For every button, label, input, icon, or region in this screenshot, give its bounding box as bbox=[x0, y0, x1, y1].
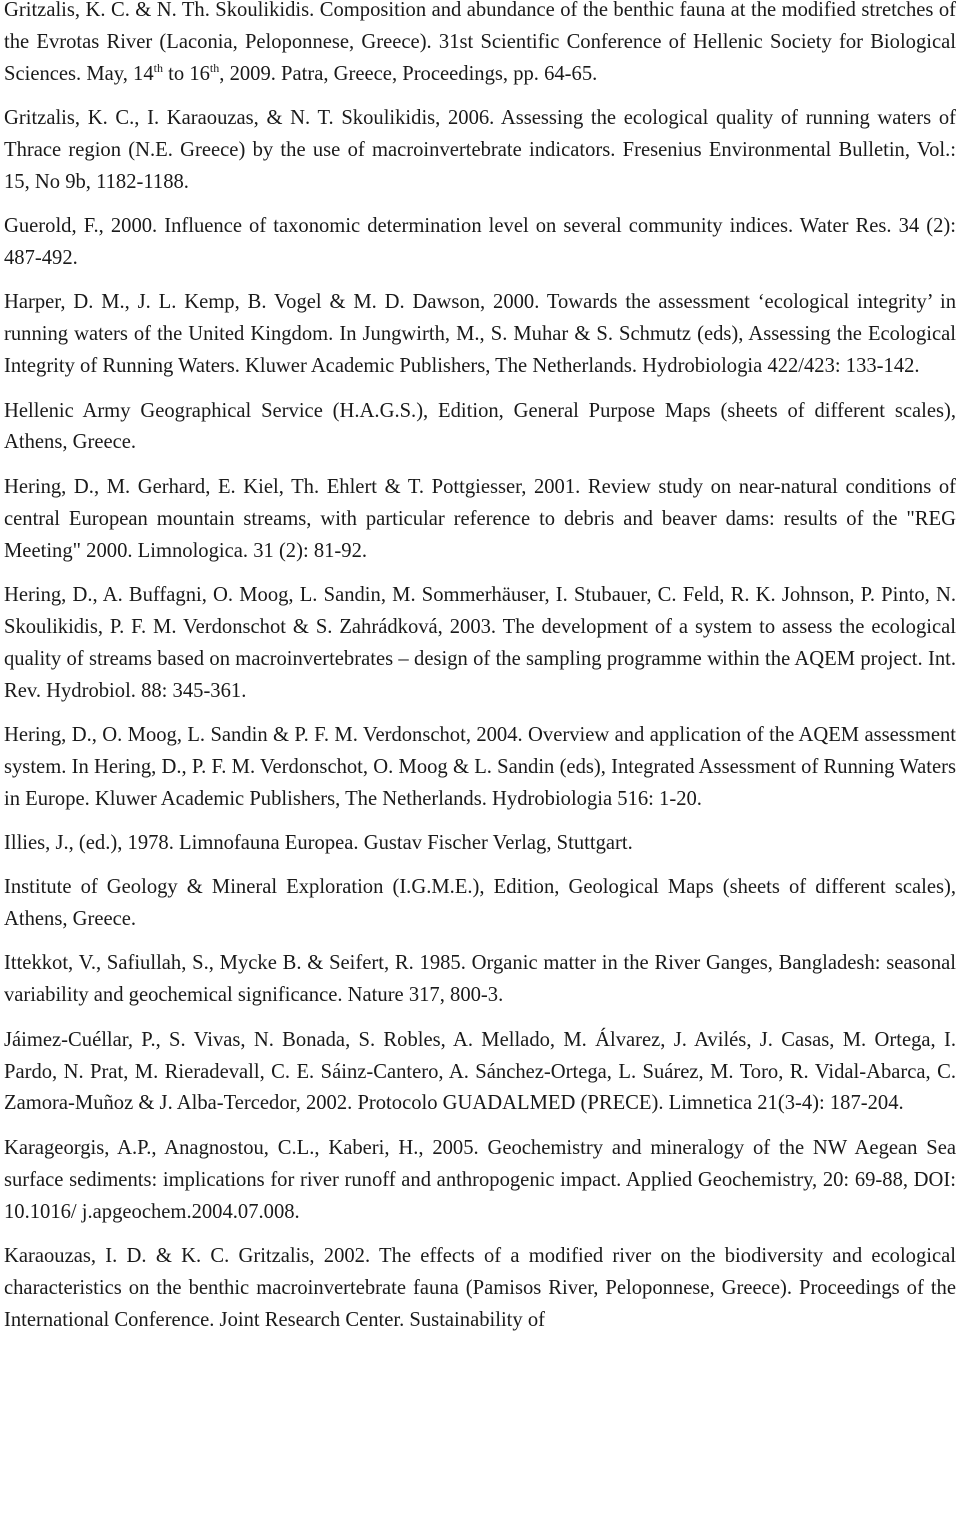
reference-entry: Hellenic Army Geographical Service (H.A.G.S.), Edition, General Purpose Maps (sheets of different scales), Athens, Greece. bbox=[4, 399, 956, 454]
reference-list bbox=[4, 0, 956, 1349]
reference-entry: Hering, D., A. Buffagni, O. Moog, L. Sandin, M. Sommerhäuser, I. Stubauer, C. Feld, R. K. Johnson, P. Pinto, N. Skoulikidis, P. F. M. Verdonschot & S. Zahrádková, 2003. The development of a system to assess the ecological quality of streams based on macroinvertebrates – design of the sampling programme within the AQEM project. Int. Rev. Hydrobiol. 88: 345-361. bbox=[4, 583, 956, 702]
reference-entry: Ittekkot, V., Safiullah, S., Mycke B. & Seifert, R. 1985. Organic matter in the River Ganges, Bangladesh: seasonal variability and geochemical significance. Nature 317, 800-3. bbox=[4, 952, 956, 1007]
reference-entry: Harper, D. M., J. L. Kemp, B. Vogel & M. D. Dawson, 2000. Towards the assessment ‘ecological integrity’ in running waters of the United Kingdom. In Jungwirth, M., S. Muhar & S. Schmutz (eds), Assessing the Ecological Integrity of Running Waters. Kluwer Academic Publishers, The Netherlands. Hydrobiologia 422/423: 133-142. bbox=[4, 291, 956, 378]
reference-entry: Karaouzas, I. D. & K. C. Gritzalis, 2002. The effects of a modified river on the biodiversity and ecological characteristics on the benthic macroinvertebrate fauna (Pamisos River, Peloponnese, Greece). Proceedings of the International Conference. Joint Research Center. Sustainability of bbox=[4, 1244, 956, 1331]
reference-entry: Guerold, F., 2000. Influence of taxonomic determination level on several community indices. Water Res. 34 (2): 487-492. bbox=[4, 215, 956, 270]
reference-entry: Gritzalis, K. C., I. Karaouzas, & N. T. Skoulikidis, 2006. Assessing the ecological quality of running waters of Thrace region (N.E. Greece) by the use of macroinvertebrate indicators. Fresenius Environmental Bulletin, Vol.: 15, No 9b, 1182-1188. bbox=[4, 107, 956, 193]
reference-entry: Gritzalis, K. C. & N. Th. Skoulikidis. Composition and abundance of the benthic fauna at the modified stretches of the Evrotas River (Laconia, Peloponnese, Greece). 31st Scientific Conference of Hellenic Society for Biological Sciences. May, 14th to 16th, 2009. Patra, Greece, Proceedings, pp. 64-65. bbox=[4, 0, 956, 85]
reference-entry: Hering, D., M. Gerhard, E. Kiel, Th. Ehlert & T. Pottgiesser, 2001. Review study on near-natural conditions of central European mountain streams, with particular reference to debris and beaver dams: results of the "REG Meeting" 2000. Limnologica. 31 (2): 81-92. bbox=[4, 475, 956, 562]
reference-entry: Illies, J., (ed.), 1978. Limnofauna Europea. Gustav Fischer Verlag, Stuttgart. bbox=[4, 831, 633, 854]
reference-entry: Jáimez-Cuéllar, P., S. Vivas, N. Bonada, S. Robles, A. Mellado, M. Álvarez, J. Avilés, J. Casas, M. Ortega, I. Pardo, N. Prat, M. Rieradevall, C. E. Sáinz-Cantero, A. Sánchez-Ortega, L. Suárez, M. Toro, R. Vidal-Abarca, C. Zamora-Muñoz & J. Alba-Tercedor, 2002. Protocolo GUADALMED (PRECE). Limnetica 21(3-4): 187-204. bbox=[4, 1028, 956, 1115]
reference-entry: Hering, D., O. Moog, L. Sandin & P. F. M. Verdonschot, 2004. Overview and application of the AQEM assessment system. In Hering, D., P. F. M. Verdonschot, O. Moog & L. Sandin (eds), Integrated Assessment of Running Waters in Europe. Kluwer Academic Publishers, The Netherlands. Hydrobiologia 516: 1-20. bbox=[4, 723, 956, 810]
reference-entry: Karageorgis, A.P., Anagnostou, C.L., Kaberi, H., 2005. Geochemistry and mineralogy of the NW Aegean Sea surface sediments: implications for river runoff and anthropogenic impact. Applied Geochemistry, 20: 69-88, DOI: 10.1016/ j.apgeochem.2004.07.008. bbox=[4, 1136, 956, 1223]
reference-entry: Institute of Geology & Mineral Exploration (I.G.M.E.), Edition, Geological Maps (sheets of different scales), Athens, Greece. bbox=[4, 876, 956, 931]
